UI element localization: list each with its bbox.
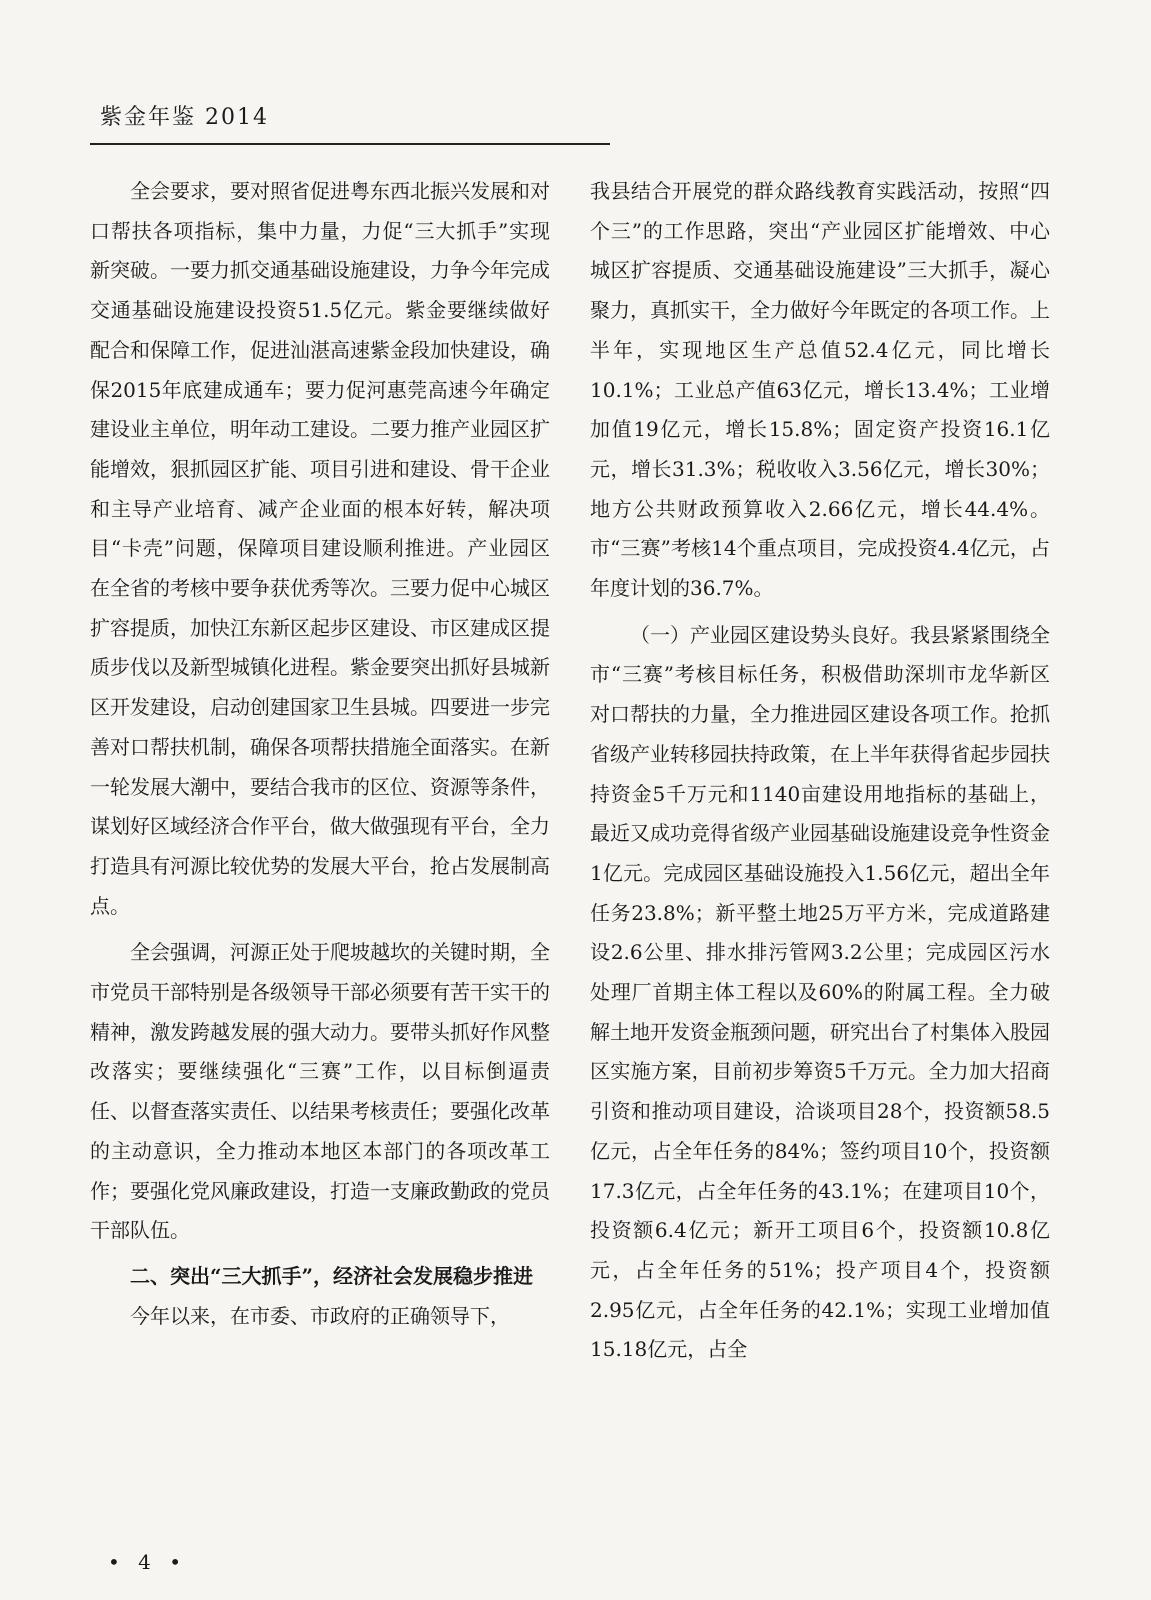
page-number: • 4 •	[108, 1550, 188, 1574]
paragraph-industrial-park: （一）产业园区建设势头良好。我县紧紧围绕全市“三赛”考核目标任务，积极借助深圳市龙华新区对口帮扶的力量，全力推进园区建设各项工作。抢抓省级产业转移园扶持政策，在上半年获得省起步园扶持资金5千万元和1140亩建设用地指标的基础上，最近又成功竞得省级产业园基础设施建设竞争性资金1亿元。完成园区基础设施投入1.56亿元，超出全年任务23.8%；新平整土地25万平方米，完成道路建设2.6公里、排水排污管网3.2公里；完成园区污水处理厂首期主体工程以及60%的附属工程。全力破解土地开发资金瓶颈问题，研究出台了村集体入股园区实施方案，目前初步筹资5千万元。全力加大招商引资和推动项目建设，洽谈项目28个，投资额58.5亿元，占全年任务的84%；签约项目10个，投资额17.3亿元，占全年任务的43.1%；在建项目10个，投资额6.4亿元；新开工项目6个，投资额10.8亿元，占全年任务的51%；投产项目4个，投资额2.95亿元，占全年任务的42.1%；实现工业增加值15.18亿元，占全	[590, 622, 1050, 1362]
section-heading: 二、突出“三大抓手”，经济社会发展稳步推进	[130, 1263, 534, 1288]
running-header: 紫金年鉴 2014	[100, 105, 269, 130]
paragraph-intro: 今年以来，在市委、市政府的正确领导下，	[130, 1303, 510, 1328]
paragraph-requirements: 全会要求，要对照省促进粤东西北振兴发展和对口帮扶各项指标，集中力量，力促“三大抓手”实现新突破。一要力抓交通基础设施建设，力争今年完成交通基础设施建设投资51.5亿元。紫金要继续做好配合和保障工作，促进汕湛高速紫金段加快建设，确保2015年底建成通车；要力促河惠莞高速今年确定建设业主单位，明年动工建设。二要力推产业园区扩能增效，狠抓园区扩能、项目引进和建设、骨干企业和主导产业培育、减产企业面的根本好转，解决项目“卡壳”问题，保障项目建设顺利推进。产业园区在全省的考核中要争获优秀等次。三要力促中心城区扩容提质，加快江东新区起步区建设、市区建成区提质步伐以及新型城镇化进程。紫金要突出抓好县城新区开发建设，启动创建国家卫生县城。四要进一步完善对口帮扶机制，确保各项帮扶措施全面落实。在新一轮发展大潮中，要结合我市的区位、资源等条件，谋划好区域经济合作平台，做大做强现有平台，全力打造具有河源比较优势的发展大平台，抢占发展制高点。	[90, 179, 550, 918]
paragraph-overview: 我县结合开展党的群众路线教育实践活动，按照“四个三”的工作思路，突出“产业园区扩能增效、中心城区扩容提质、交通基础设施建设”三大抓手，凝心聚力，真抓实干，全力做好今年既定的各项工作。上半年，实现地区生产总值52.4亿元，同比增长10.1%；工业总产值63亿元，增长13.4%；工业增加值19亿元，增长15.8%；固定资产投资16.1亿元，增长31.3%；税收收入3.56亿元，增长30%；地方公共财政预算收入2.66亿元，增长44.4%。市“三赛”考核14个重点项目，完成投资4.4亿元，占年度计划的36.7%。	[590, 179, 1050, 601]
left-column	[90, 172, 550, 1336]
paragraph-emphasis: 全会强调，河源正处于爬坡越坎的关键时期，全市党员干部特别是各级领导干部必须要有苦干实干的精神，激发跨越发展的强大动力。要带头抓好作风整改落实；要继续强化“三赛”工作，以目标倒逼责任、以督查落实责任、以结果考核责任；要强化改革的主动意识，全力推动本地区本部门的各项改革工作；要强化党风廉政建设，打造一支廉政勤政的党员干部队伍。	[90, 940, 550, 1243]
header-rule	[90, 143, 610, 145]
right-column	[590, 172, 1050, 1370]
